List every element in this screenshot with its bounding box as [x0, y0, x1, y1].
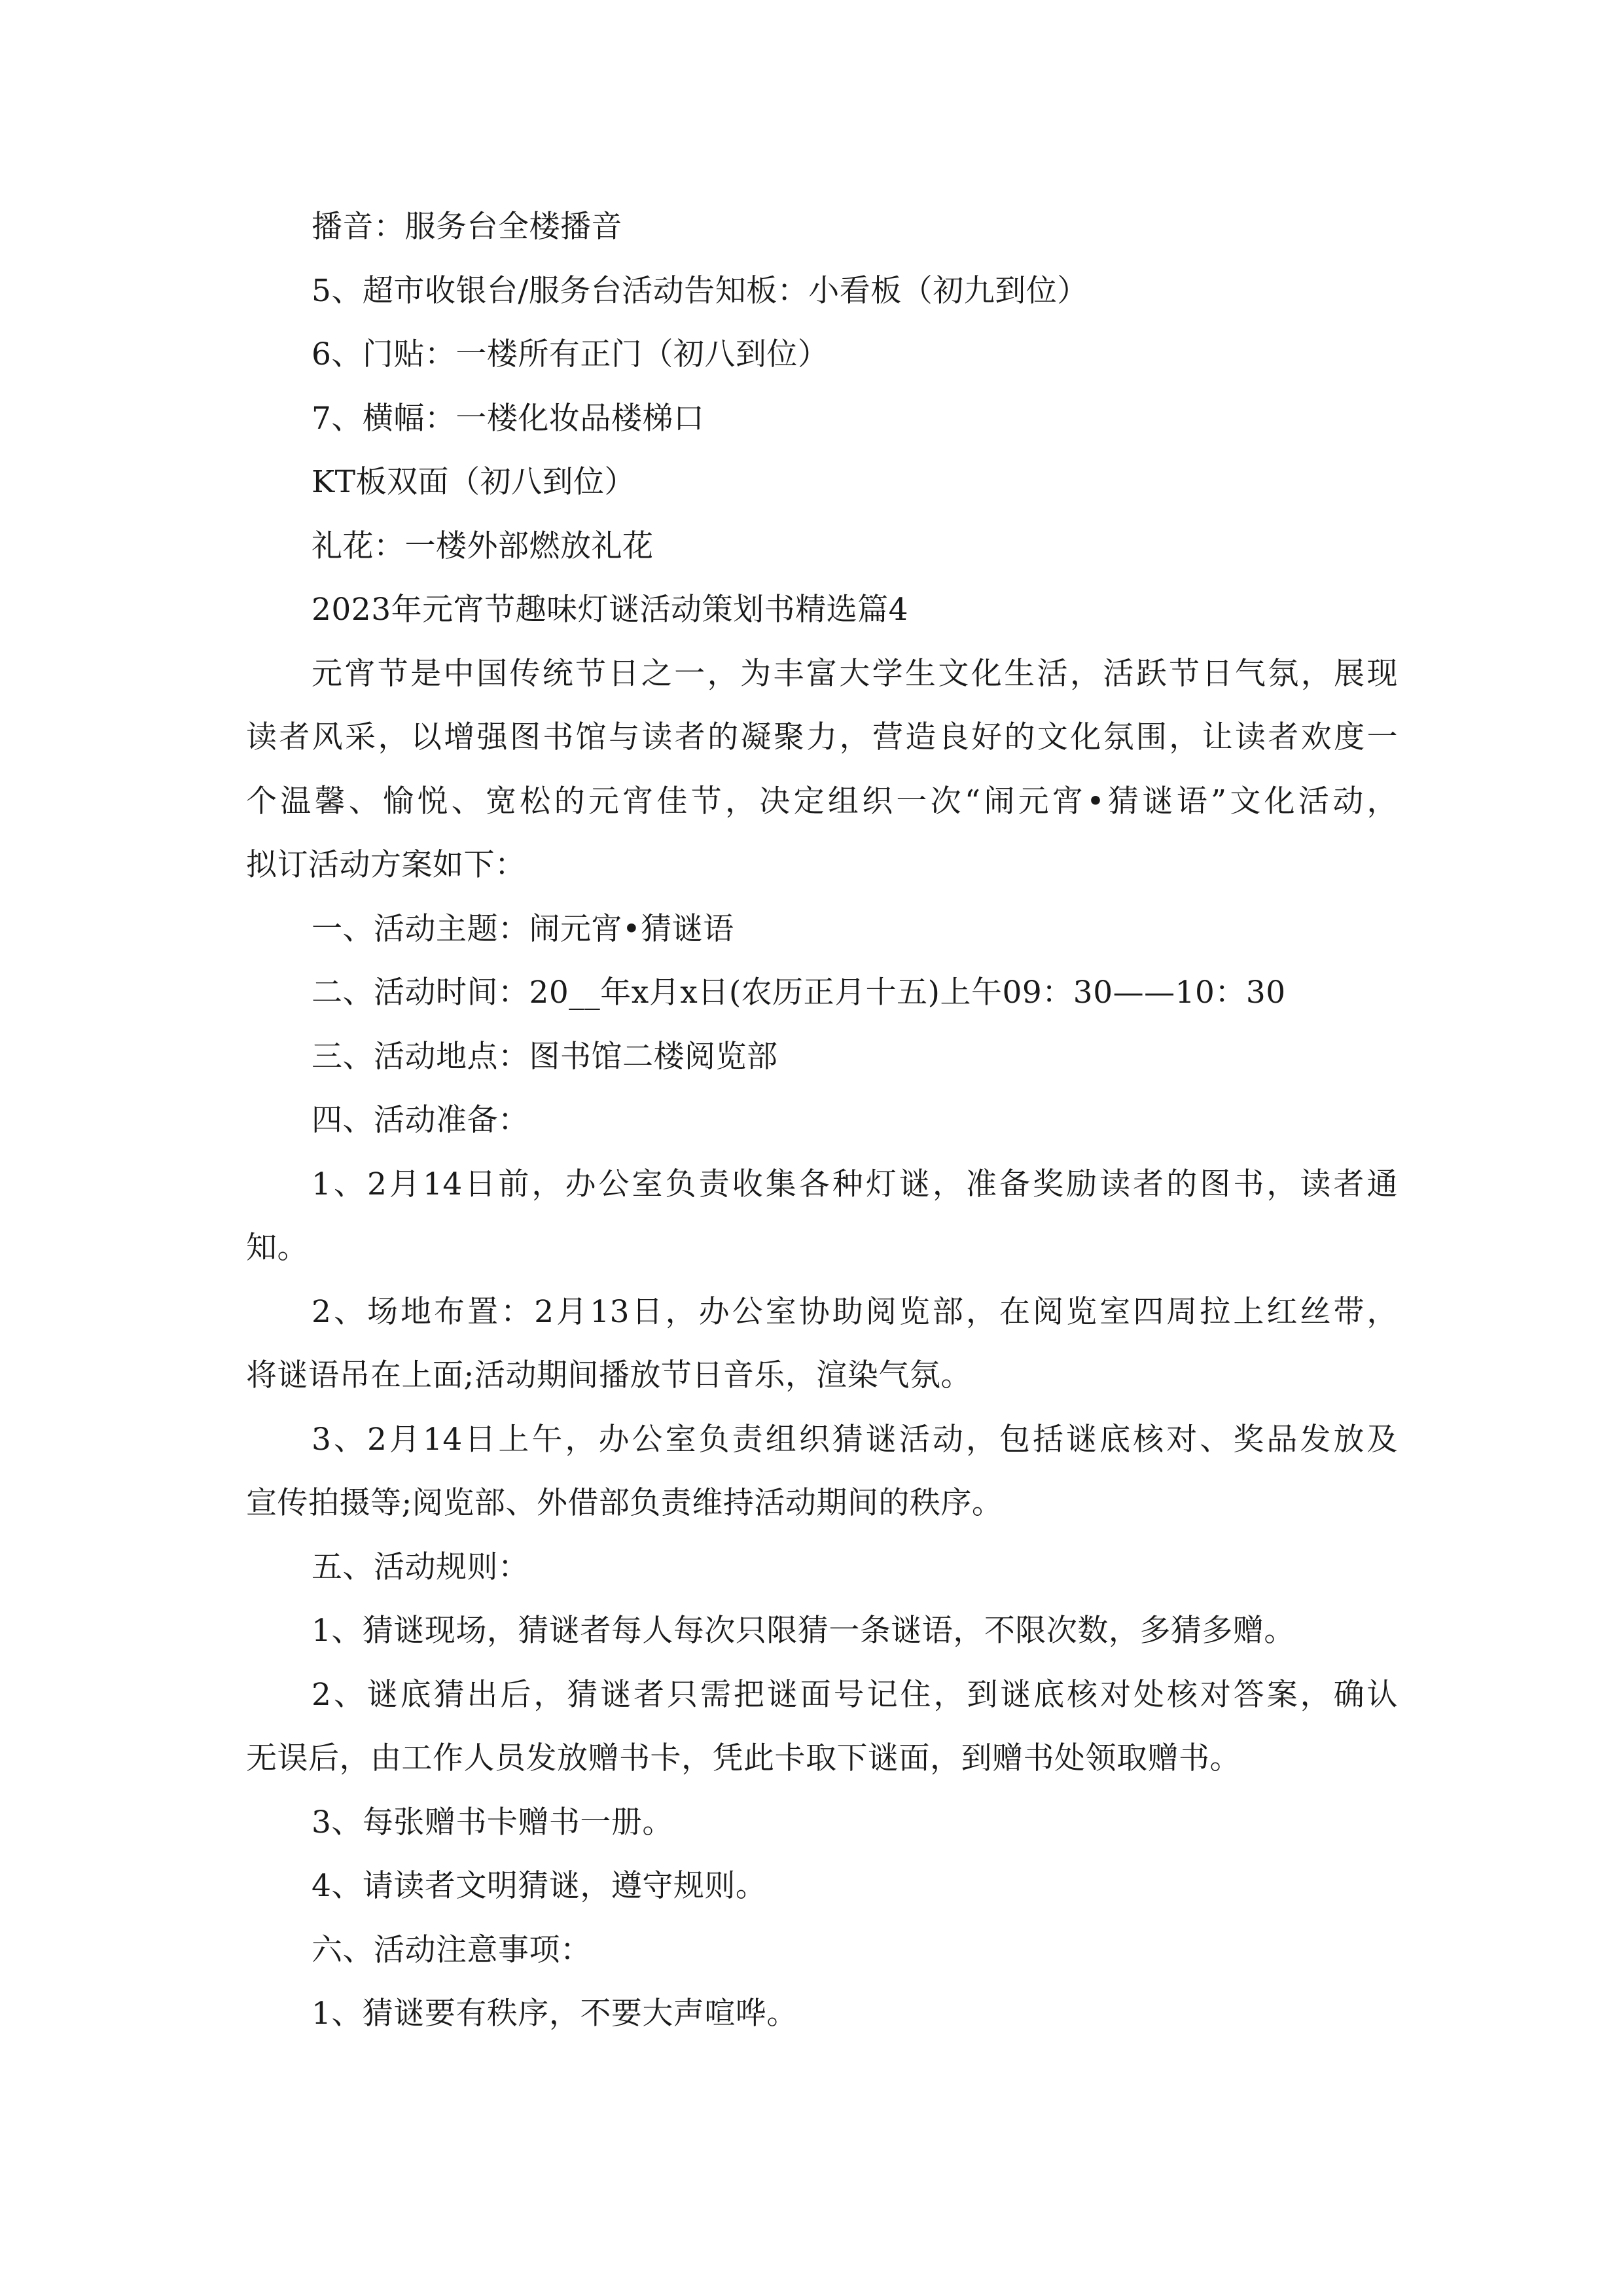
- text-line: 1、猜谜要有秩序，不要大声喧哗。: [312, 1996, 798, 2032]
- text-line: 播音：服务台全楼播音: [312, 209, 622, 245]
- text-line: 3、每张赠书卡赠书一册。: [312, 1804, 673, 1840]
- text-line: 宣传拍摄等;阅览部、外借部负责维持活动期间的秩序。: [246, 1485, 1003, 1521]
- text-line: 知。: [246, 1230, 308, 1266]
- text-line: KT板双面（初八到位）: [312, 464, 635, 500]
- text-line: 个温馨、愉悦、宽松的元宵佳节，决定组织一次“闹元宵•猜谜语”文化活动，: [246, 783, 1398, 819]
- text-line: 四、活动准备：: [312, 1102, 529, 1138]
- text-line: 3、2月14日上午，办公室负责组织猜谜活动，包括谜底核对、奖品发放及: [312, 1421, 1398, 1458]
- text-line: 二、活动时间：20__年x月x日(农历正月十五)上午09：30——10：30: [312, 975, 1286, 1011]
- text-line: 1、2月14日前，办公室负责收集各种灯谜，准备奖励读者的图书，读者通: [312, 1166, 1398, 1202]
- text-line: 六、活动注意事项：: [312, 1931, 592, 1968]
- text-line: 2023年元宵节趣味灯谜活动策划书精选篇4: [312, 592, 909, 628]
- text-line: 三、活动地点：图书馆二楼阅览部: [312, 1038, 778, 1075]
- text-line: 读者风采，以增强图书馆与读者的凝聚力，营造良好的文化氛围，让读者欢度一: [246, 719, 1398, 755]
- text-line: 1、猜谜现场，猜谜者每人每次只限猜一条谜语，不限次数，多猜多赠。: [312, 1613, 1295, 1649]
- text-line: 7、横幅：一楼化妆品楼梯口: [312, 400, 705, 437]
- text-line: 6、门贴：一楼所有正门（初八到位）: [312, 336, 829, 372]
- document-body: [246, 195, 1398, 2046]
- text-line: 4、请读者文明猜谜，遵守规则。: [312, 1868, 767, 1904]
- text-line: 将谜语吊在上面;活动期间播放节日音乐，渲染气氛。: [246, 1357, 972, 1393]
- text-line: 拟订活动方案如下：: [246, 847, 526, 883]
- text-line: 元宵节是中国传统节日之一，为丰富大学生文化生活，活跃节日气氛，展现: [312, 655, 1398, 692]
- text-line: 一、活动主题：闹元宵•猜谜语: [312, 910, 734, 947]
- text-line: 2、谜底猜出后，猜谜者只需把谜面号记住，到谜底核对处核对答案，确认: [312, 1676, 1398, 1713]
- text-line: 五、活动规则：: [312, 1549, 529, 1585]
- text-line: 5、超市收银台/服务台活动告知板：小看板（初九到位）: [312, 272, 1088, 309]
- text-line: 2、场地布置：2月13日，办公室协助阅览部，在阅览室四周拉上红丝带，: [312, 1293, 1398, 1330]
- text-line: 礼花：一楼外部燃放礼花: [312, 528, 654, 564]
- text-line: 无误后，由工作人员发放赠书卡，凭此卡取下谜面，到赠书处领取赠书。: [246, 1740, 1241, 1776]
